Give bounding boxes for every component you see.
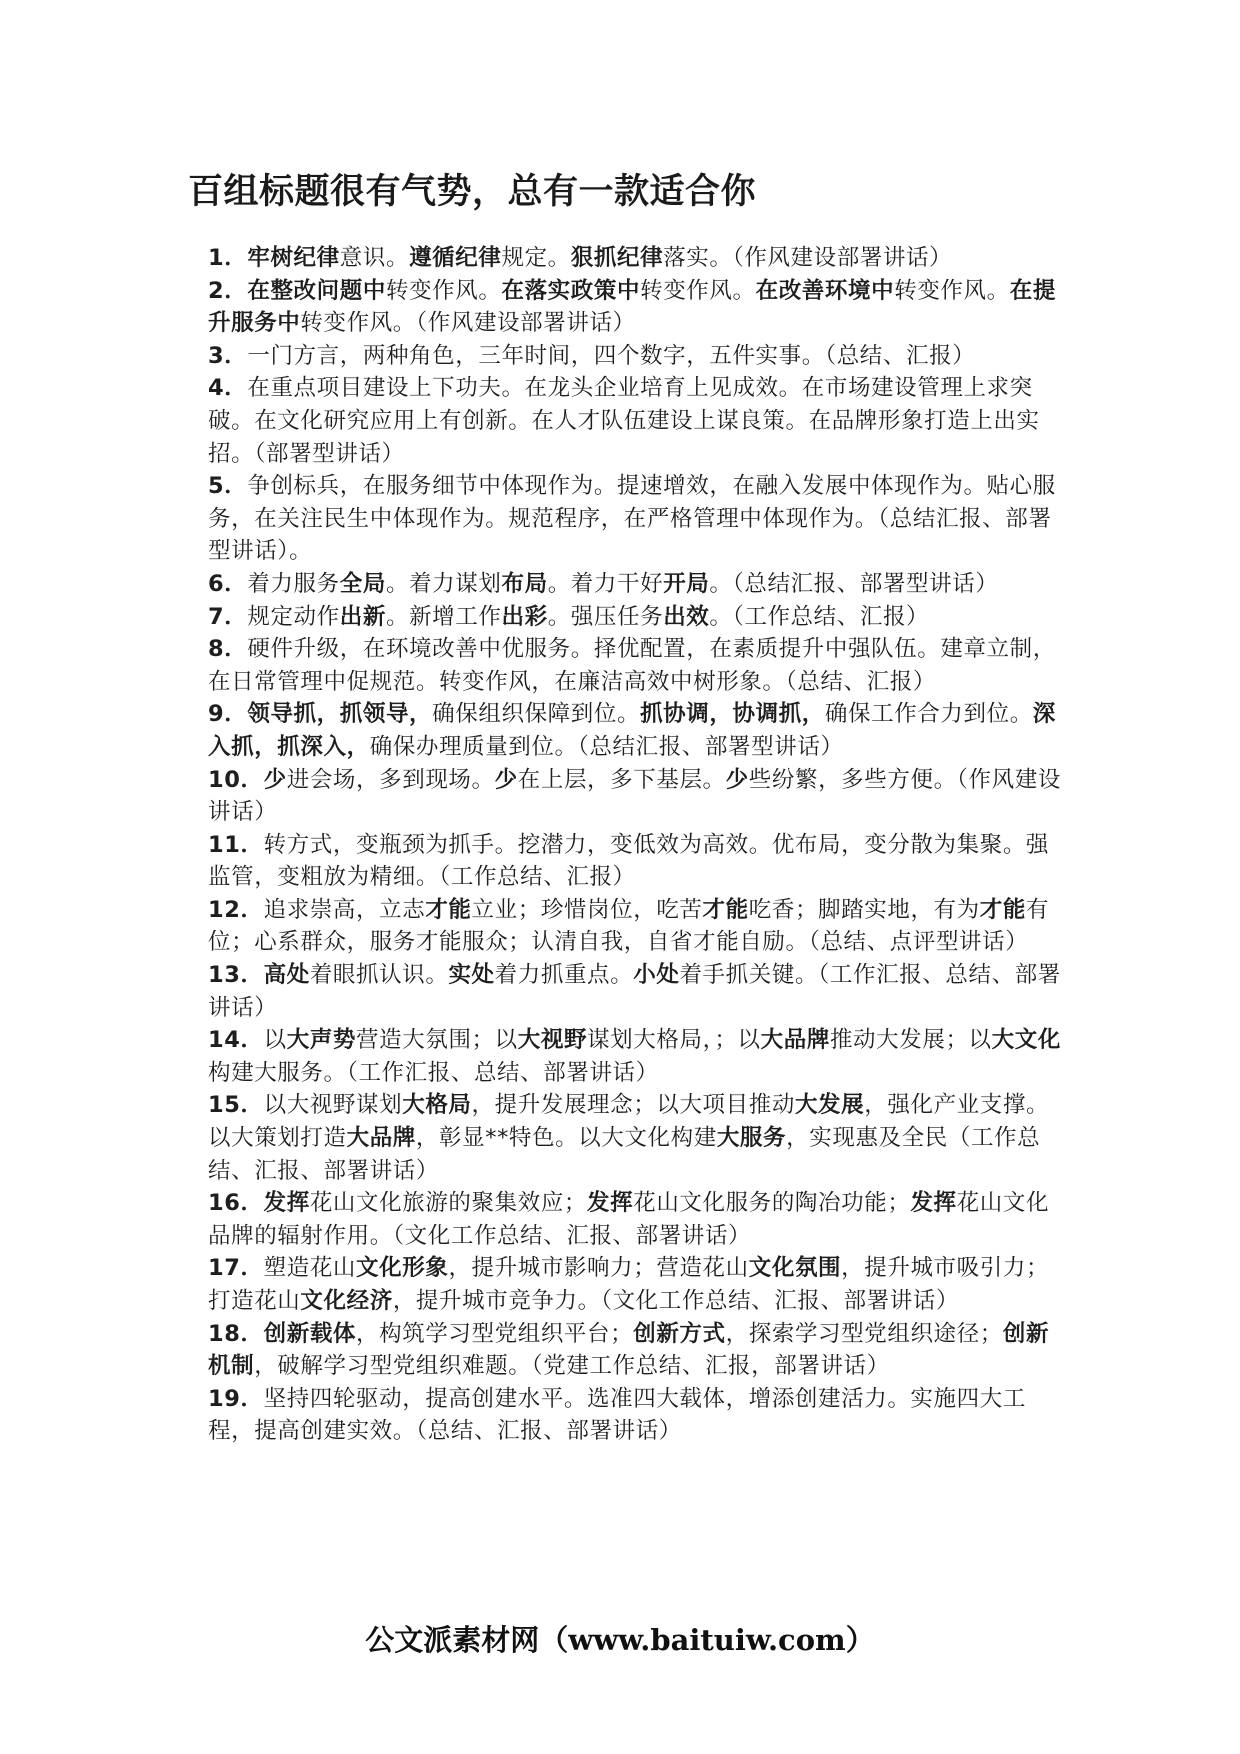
list-item — [208, 698, 1068, 763]
list-item — [208, 1089, 1068, 1187]
emphasis-text: 3． — [208, 342, 248, 369]
item-text: 转方式，变瓶颈为抓手。挖潜力，变低效为高效。优布局，变分散为集聚。强监管，变粗放为精细。（工作总结、汇报） — [208, 831, 1050, 891]
list-item — [208, 601, 1068, 634]
item-text: 落实。（作风建设部署讲话） — [663, 245, 953, 271]
item-text: ，实现惠及全民（工作总结、汇报、部署讲话） — [208, 1125, 1041, 1184]
list-item — [208, 894, 1068, 959]
emphasis-text: 牢树纪律 — [247, 245, 340, 271]
list-item — [208, 275, 1068, 340]
item-text: ，提升发展理念；以大项目推动 — [471, 1092, 795, 1119]
item-text: 吃香；脚踏实地，有为 — [748, 896, 980, 923]
emphasis-text: 抓协调，协调抓， — [640, 701, 825, 728]
item-text: 规定动作 — [247, 603, 340, 630]
emphasis-text: 才能 — [425, 896, 472, 923]
item-text: ，提升城市竞争力。（文化工作总结、汇报、部署讲话） — [392, 1288, 960, 1314]
emphasis-text: 8． — [208, 636, 248, 663]
emphasis-text: 大视野 — [517, 1027, 588, 1054]
item-text: 进会场，多到现场。 — [286, 766, 495, 793]
item-text: 意识。 — [339, 245, 410, 271]
item-text: ，提升城市影响力；营造花山 — [448, 1255, 749, 1282]
item-text: 转变作风。（作风建设部署讲话） — [300, 310, 636, 337]
item-text: 谋划大格局，；以 — [587, 1027, 761, 1054]
item-text: 塑造花山 — [263, 1255, 357, 1282]
list-item — [208, 1187, 1068, 1252]
emphasis-text: 在落实政策中 — [501, 277, 641, 304]
emphasis-text: 领导抓，抓领导， — [247, 701, 433, 728]
emphasis-text: 大声势 — [286, 1027, 357, 1054]
emphasis-text: 17． — [208, 1255, 264, 1282]
emphasis-text: 9． — [208, 701, 248, 728]
emphasis-text: 大品牌 — [760, 1027, 830, 1054]
item-text: 些纷繁，多些方便。（作风建设讲话） — [208, 766, 1061, 826]
emphasis-text: 深入抓，抓深入， — [208, 701, 1056, 760]
item-text: 追求崇高，立志 — [263, 896, 426, 923]
emphasis-text: 少 — [725, 766, 749, 793]
item-text: 坚持四轮驱动，提高创建水平。选准四大载体，增添创建活力。实施四大工程，提高创建实效。（总结、汇报、部署讲话） — [208, 1385, 1026, 1445]
item-text: ，构筑学习型党组织平台； — [356, 1320, 634, 1347]
emphasis-text: 少 — [494, 766, 518, 793]
item-text: ，探索学习型党组织途径； — [725, 1320, 1003, 1347]
item-text: 确保办理质量到位。（总结汇报、部署型讲话） — [369, 733, 844, 760]
item-text: 以 — [263, 1027, 287, 1054]
emphasis-text: 才能 — [702, 896, 749, 923]
item-text: 着手抓关键。（工作汇报、总结、部署讲话） — [208, 962, 1061, 1021]
emphasis-text: 6． — [208, 570, 248, 597]
emphasis-text: 遵循纪律 — [409, 245, 502, 271]
item-text: 确保组织保障到位。 — [432, 701, 641, 728]
item-text: 。（总结汇报、部署型讲话） — [709, 570, 999, 597]
item-text: 在重点项目建设上下功夫。在龙头企业培育上见成效。在市场建设管理上求突破。在文化研究应用上有创新。在人才队伍建设上谋良策。在品牌形象打造上出实招。（部署型讲话） — [208, 375, 1040, 467]
emphasis-text: 7． — [208, 603, 248, 630]
emphasis-text: 1． — [208, 245, 248, 271]
emphasis-text: 11． — [208, 831, 264, 858]
emphasis-text: 大格局 — [402, 1092, 472, 1119]
list-item — [208, 1383, 1068, 1448]
list-item — [208, 764, 1068, 829]
emphasis-text: 12． — [208, 896, 264, 923]
footer-source: 公文派素材网（www.baituiw.com） — [365, 1623, 875, 1657]
emphasis-text: 2． — [208, 277, 248, 304]
item-text: 着眼抓认识。 — [309, 962, 449, 989]
emphasis-text: 创新载体 — [263, 1320, 357, 1347]
item-text: 规定。 — [501, 245, 571, 271]
emphasis-text: 布局 — [501, 570, 548, 597]
emphasis-text: 13． — [208, 962, 264, 989]
emphasis-text: 发挥 — [587, 1190, 634, 1217]
item-text: ，彰显**特色。以大文化构建 — [415, 1125, 717, 1152]
list-item — [208, 1318, 1068, 1383]
emphasis-text: 才能 — [979, 896, 1026, 923]
emphasis-text: 创新机制 — [208, 1320, 1050, 1380]
page-title: 百组标题很有气势，总有一款适合你 — [188, 172, 757, 212]
item-text: 。着力谋划 — [385, 570, 502, 597]
item-text: 一门方言，两种角色，三年时间，四个数字，五件实事。（总结、汇报） — [247, 342, 976, 369]
item-text: 转变作风。 — [385, 277, 502, 304]
item-text: 确保工作合力到位。 — [824, 701, 1033, 728]
list-item — [208, 372, 1068, 470]
list-item — [208, 1024, 1068, 1089]
emphasis-text: 文化经济 — [300, 1288, 393, 1314]
emphasis-text: 少 — [263, 766, 287, 793]
emphasis-text: 大品牌 — [346, 1125, 416, 1152]
emphasis-text: 14． — [208, 1027, 264, 1054]
emphasis-text: 在改善环境中 — [755, 277, 895, 304]
list-item — [208, 568, 1068, 601]
item-text: ，破解学习型党组织难题。（党建工作总结、汇报，部署讲话） — [254, 1353, 890, 1380]
item-text: 花山文化服务的陶冶功能； — [633, 1190, 911, 1217]
item-text: 营造大氛围；以 — [356, 1027, 518, 1054]
list-item — [208, 1252, 1068, 1317]
emphasis-text: 高处 — [263, 962, 310, 989]
item-text: 着力服务 — [247, 570, 340, 597]
emphasis-text: 16． — [208, 1190, 264, 1217]
emphasis-text: 文化氛围 — [748, 1255, 842, 1282]
item-text: 着力抓重点。 — [494, 962, 634, 989]
list-item — [208, 470, 1068, 568]
emphasis-text: 大发展 — [794, 1092, 865, 1119]
item-text: 有位；心系群众，服务才能服众；认清自我，自省才能自励。（总结、点评型讲话） — [208, 896, 1050, 956]
emphasis-text: 出新 — [339, 603, 386, 630]
item-text: 花山文化品牌的辐射作用。（文化工作总结、汇报、部署讲话） — [208, 1190, 1050, 1249]
item-text: 。新增工作 — [385, 603, 502, 630]
emphasis-text: 10． — [208, 766, 264, 793]
emphasis-text: 4． — [208, 375, 248, 402]
emphasis-text: 创新方式 — [633, 1320, 726, 1347]
item-text: 。着力干好 — [547, 570, 664, 597]
emphasis-text: 在提升服务中 — [208, 277, 1056, 337]
item-text: 硬件升级，在环境改善中优服务。择优配置，在素质提升中强队伍。建章立制，在日常管理中促规范。转变作风，在廉洁高效中树形象。（总结、汇报） — [208, 636, 1056, 695]
emphasis-text: 大服务 — [716, 1125, 787, 1152]
list-item — [208, 340, 1068, 373]
item-text: 转变作风。 — [640, 277, 756, 304]
emphasis-text: 开局 — [663, 570, 710, 597]
emphasis-text: 出彩 — [501, 603, 548, 630]
emphasis-text: 全局 — [339, 570, 386, 597]
item-text: ，强化产业支撑。以大策划打造 — [208, 1092, 1050, 1152]
list-item — [208, 829, 1068, 894]
item-text: 在上层，多下基层。 — [517, 766, 726, 793]
emphasis-text: 出效 — [663, 603, 710, 630]
emphasis-text: 15． — [208, 1092, 264, 1119]
item-text: 转变作风。 — [894, 277, 1010, 304]
item-text: 。强压任务 — [547, 603, 664, 630]
list-item — [208, 242, 1068, 275]
emphasis-text: 发挥 — [910, 1190, 957, 1217]
emphasis-text: 5． — [208, 473, 248, 500]
item-text: 立业；珍惜岗位，吃苦 — [471, 896, 703, 923]
item-text: 推动大发展；以 — [829, 1027, 992, 1054]
title-list — [208, 242, 1068, 1448]
emphasis-text: 文化形象 — [356, 1255, 449, 1282]
emphasis-text: 在整改问题中 — [247, 277, 386, 304]
item-text: 以大视野谋划 — [263, 1092, 403, 1119]
item-text: ，提升城市吸引力；打造花山 — [208, 1255, 1050, 1314]
emphasis-text: 发挥 — [263, 1190, 310, 1217]
emphasis-text: 实处 — [448, 962, 495, 989]
emphasis-text: 18． — [208, 1320, 264, 1347]
emphasis-text: 19． — [208, 1385, 264, 1412]
emphasis-text: 小处 — [633, 962, 680, 989]
emphasis-text: 狠抓纪律 — [570, 245, 664, 271]
item-text: 构建大服务。（工作汇报、总结、部署讲话） — [208, 1059, 659, 1086]
list-item — [208, 959, 1068, 1024]
item-text: 争创标兵，在服务细节中体现作为。提速增效，在融入发展中体现作为。贴心服务，在关注民生中体现作为。规范程序，在严格管理中体现作为。（总结汇报、部署型讲话）。 — [208, 473, 1056, 565]
emphasis-text: 大文化 — [991, 1027, 1061, 1054]
item-text: 花山文化旅游的聚集效应； — [309, 1190, 588, 1217]
item-text: 。（工作总结、汇报） — [709, 603, 930, 630]
list-item — [208, 633, 1068, 698]
